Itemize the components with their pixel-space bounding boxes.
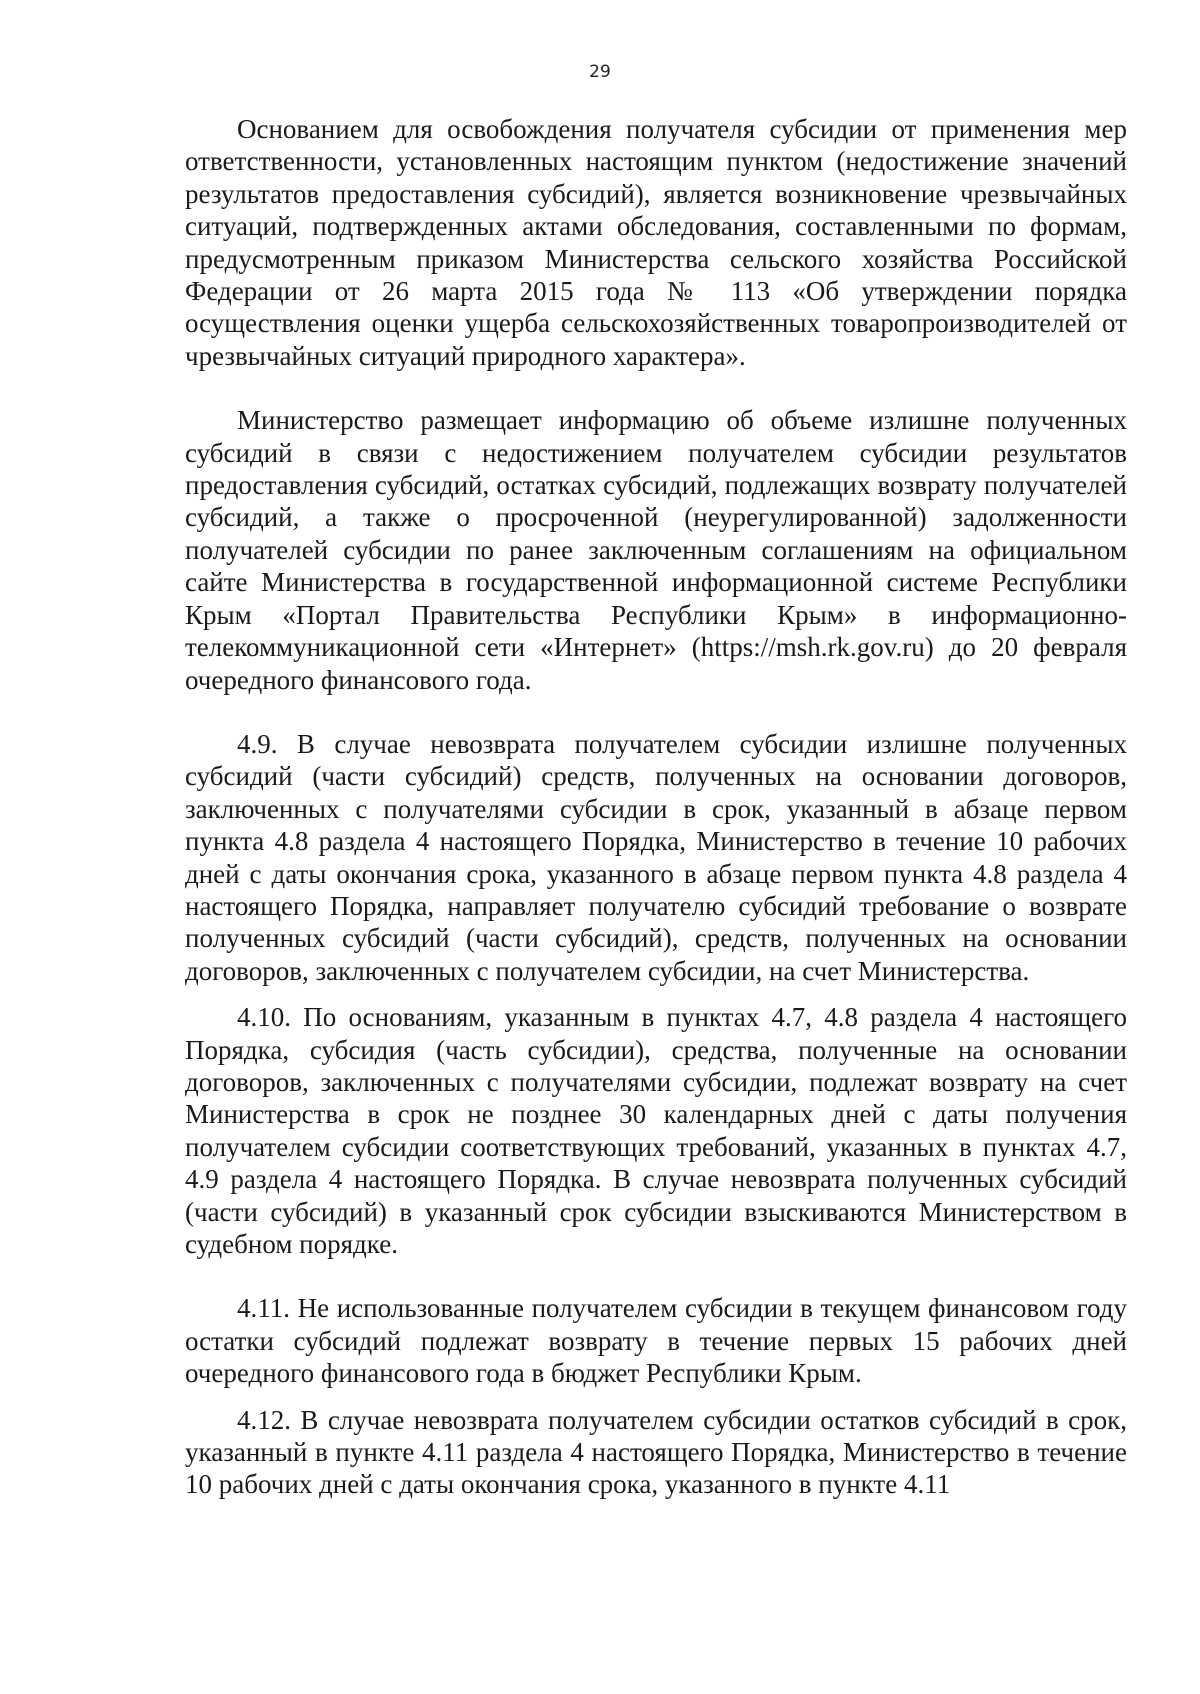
paragraph-4-9: 4.9. В случае невозврата получателем субсидии излишне полученных субсидий (части субсидий) средств, полученных на основании договоров, заключенных с получателями субсидии в срок, указанный в абзаце первом пункта 4.8 раздела 4 настоящего Порядка, Министерство в течение 10 рабочих дней с даты окончания срока, указанного в абзаце первом пункта 4.8 раздела 4 настоящего Порядка, направляет получателю субсидий требование о возврате полученных субсидий (части субсидий), средств, полученных на основании договоров, заключенных с получателем субсидии, на счет Министерства. xyxy=(185,728,1127,986)
paragraph-4-11: 4.11. Не использованные получателем субсидии в текущем финансовом году остатки субсидий подлежат возврату в течение первых 15 рабочих дней очередного финансового года в бюджет Республики Крым. xyxy=(185,1293,1127,1389)
paragraph-4-12: 4.12. В случае невозврата получателем субсидии остатков субсидий в срок, указанный в пункте 4.11 раздела 4 настоящего Порядка, Министерство в течение 10 рабочих дней с даты окончания срока, указанного в пункте 4.11 xyxy=(185,1404,1127,1500)
paragraph-exemption-grounds: Основанием для освобождения получателя субсидии от применения мер ответственности, установленных настоящим пунктом (недостижение значений результатов предоставления субсидий), является возникновение чрезвычайных ситуаций, подтвержденных актами обследования, составленными по формам, предусмотренным приказом Министерства сельского хозяйства Российской Федерации от 26 марта 2015 года № 113 «Об утверждении порядка осуществления оценки ущерба сельскохозяйственных товаропроизводителей от чрезвычайных ситуаций природного характера». xyxy=(185,114,1127,371)
document-body xyxy=(185,113,1127,1501)
paragraph-4-10: 4.10. По основаниям, указанным в пунктах 4.7, 4.8 раздела 4 настоящего Порядка, субсидия (часть субсидии), средства, полученные на основании договоров, заключенных с получателями субсидии, подлежат возврату на счет Министерства в срок не позднее 30 календарных дней с даты получения получателем субсидии соответствующих требований, указанных в пунктах 4.7, 4.9 раздела 4 настоящего Порядка. В случае невозврата полученных субсидий (части субсидий) в указанный срок субсидии взыскиваются Министерством в судебном порядке. xyxy=(185,1002,1127,1259)
paragraph-ministry-info: Министерство размещает информацию об объеме излишне полученных субсидий в связи с недостижением получателем субсидии результатов предоставления субсидий, остатках субсидий, подлежащих возврату получателей субсидий, а также о просроченной (неурегулированной) задолженности получателей субсидии по ранее заключенным соглашениям на официальном сайте Министерства в государственной информационной системе Республики Крым «Портал Правительства Республики Крым» в информационно-телекоммуникационной сети «Интернет» (https://msh.rk.gov.ru) до 20 февраля очередного финансового года. xyxy=(185,405,1127,695)
page-number: 29 xyxy=(589,62,611,82)
